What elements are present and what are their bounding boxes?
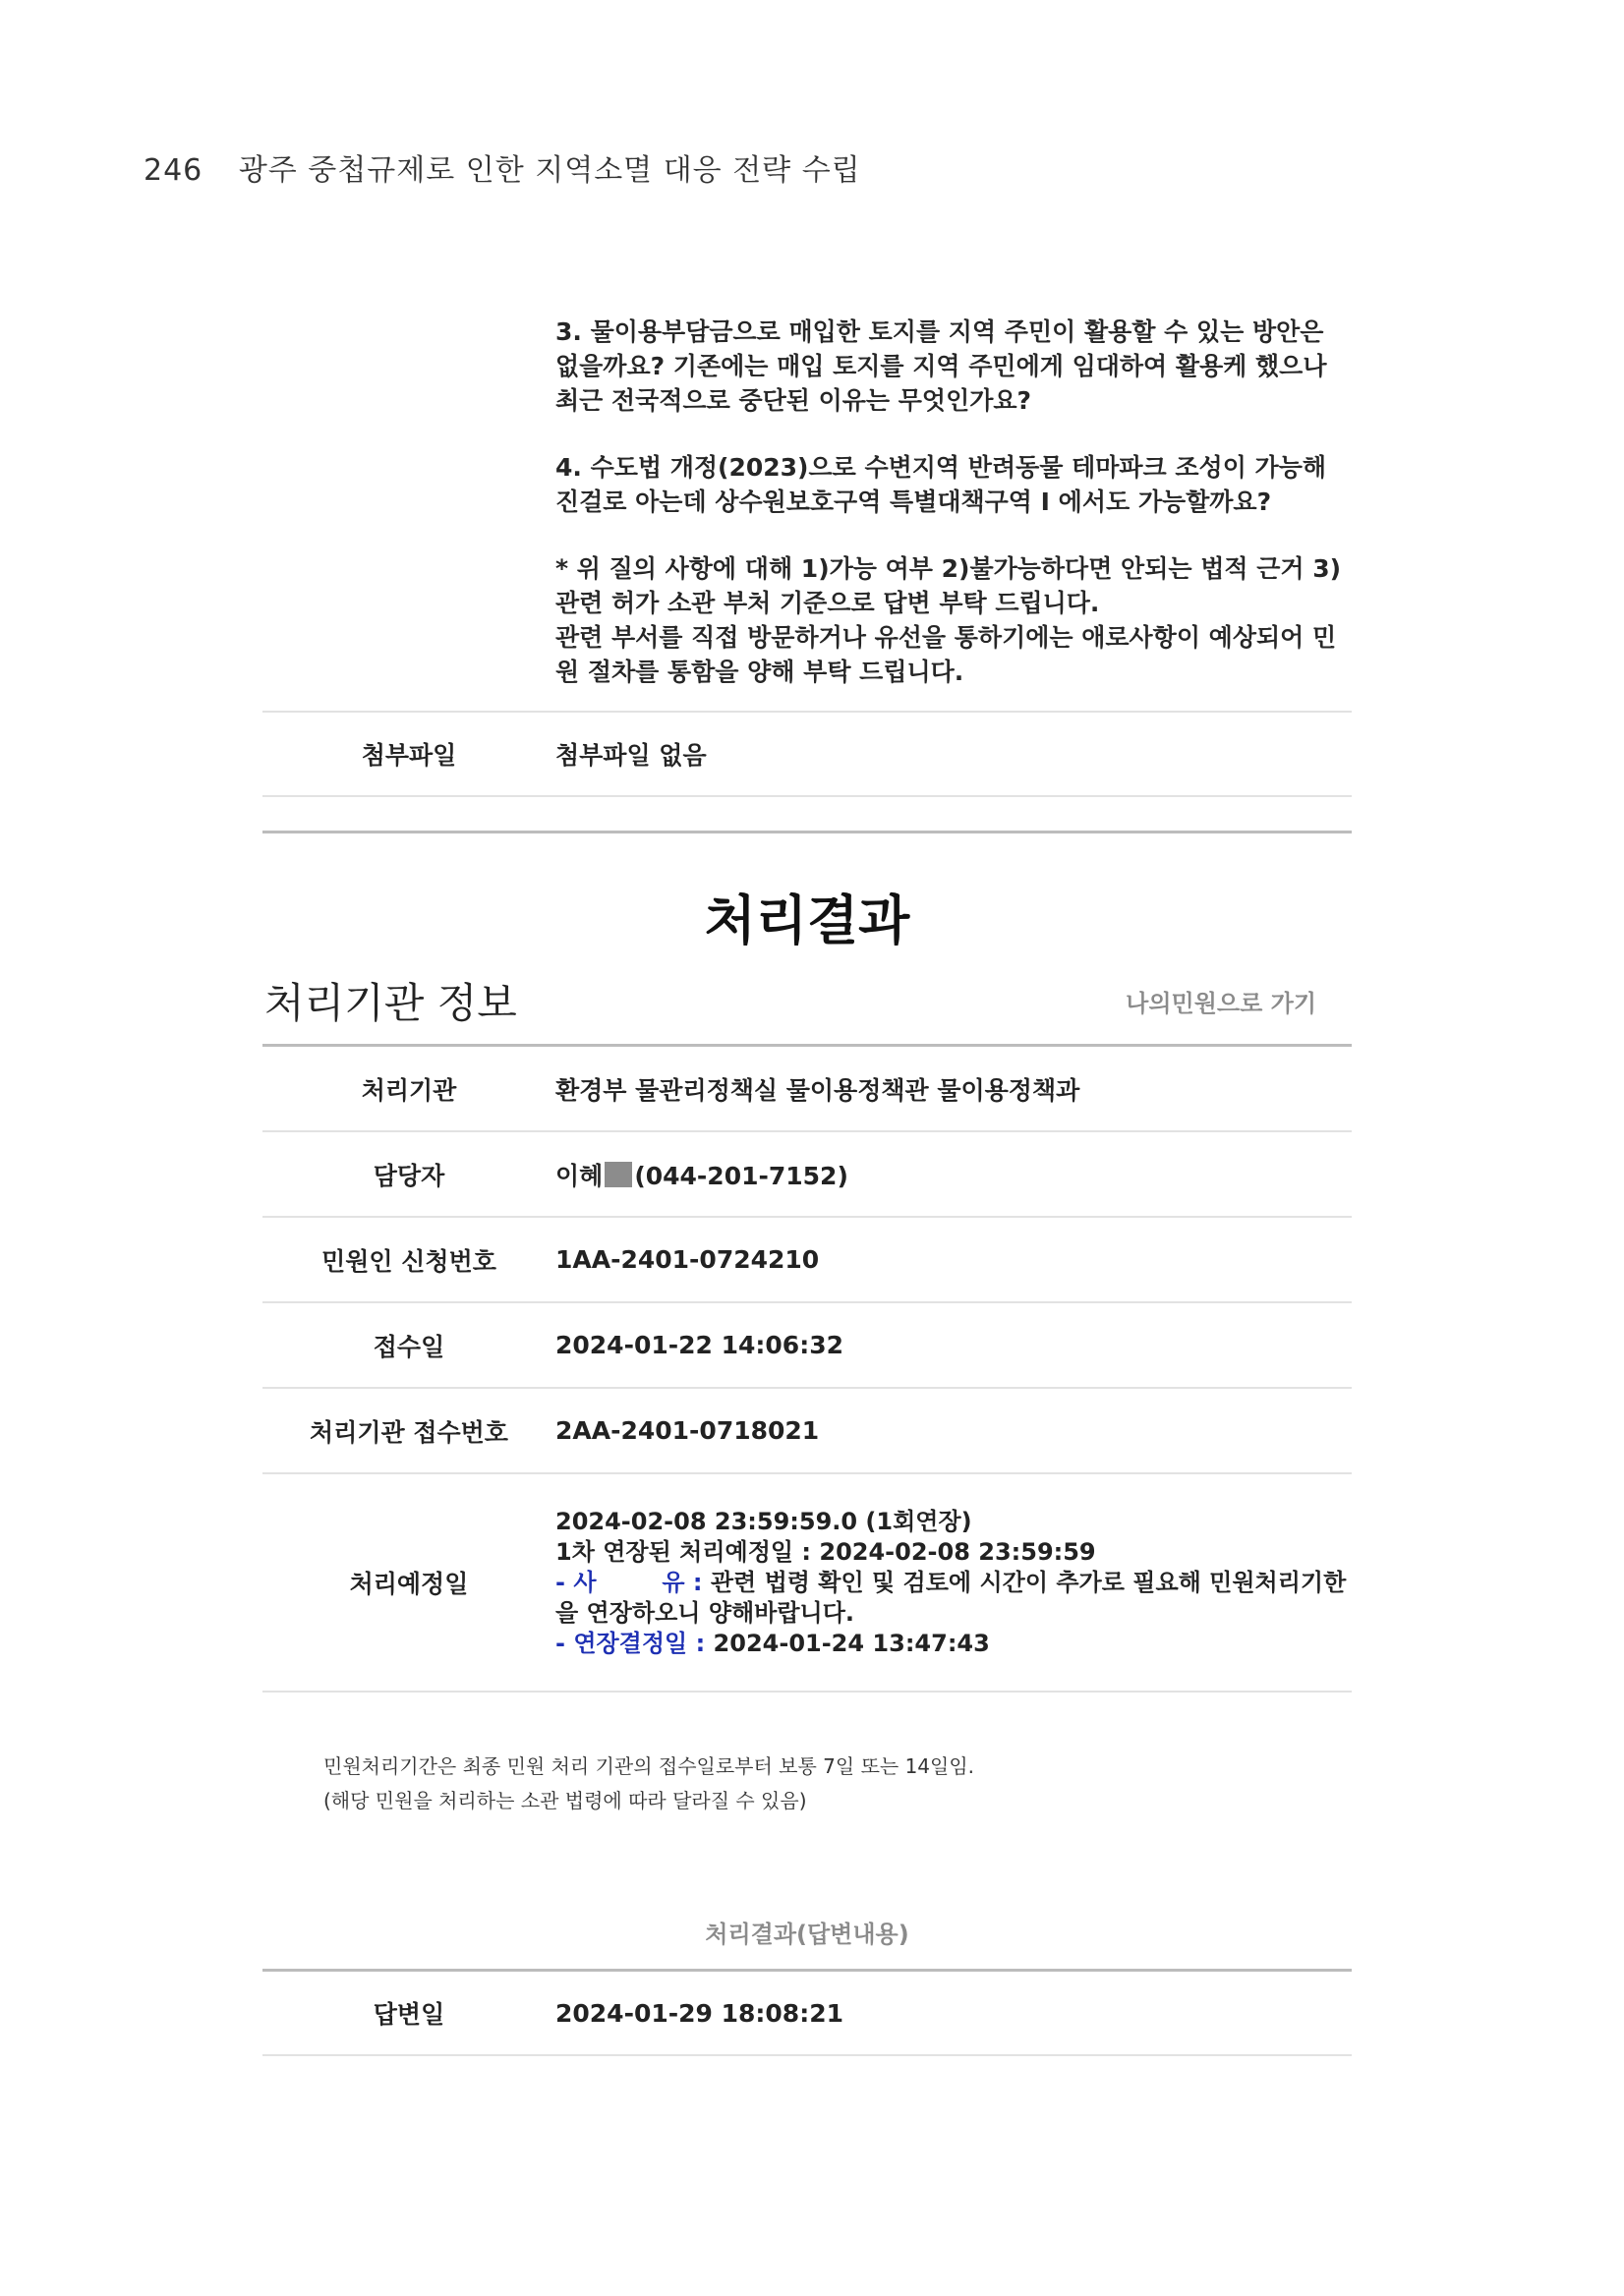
extension-reason-label: - 사 유 : — [555, 1568, 703, 1596]
running-title: 광주 중첩규제로 인한 지역소멸 대응 전략 수립 — [238, 153, 861, 188]
agency-receipt-number-value: 2AA-2401-0718021 — [555, 1416, 820, 1445]
manager-label: 담당자 — [373, 1161, 445, 1190]
attachment-row — [262, 711, 1352, 797]
answer-date-value: 2024-01-29 18:08:21 — [555, 1998, 843, 2028]
my-complaints-link[interactable]: 나의민원으로 가기 — [1126, 990, 1316, 1017]
application-number-label: 민원인 신청번호 — [321, 1246, 496, 1276]
due-date-value — [555, 1507, 1352, 1659]
extension-reason-text: 관련 법령 확인 및 검토에 시간이 추가로 필요해 민원처리기한을 연장하오니 양해바랍니다. — [555, 1568, 1347, 1627]
received-date-value: 2024-01-22 14:06:32 — [555, 1331, 843, 1359]
manager-row — [262, 1132, 1352, 1218]
result-title: 처리결과 — [704, 890, 910, 951]
due-date-line: 2024-02-08 23:59:59.0 (1회연장) — [555, 1507, 972, 1535]
notice-line-2: (해당 민원을 처리하는 소관 법령에 따라 달라질 수 있음) — [323, 1789, 807, 1812]
manager-name: 이혜 — [555, 1161, 604, 1190]
question-4: 4. 수도법 개정(2023)으로 수변지역 반려동물 테마파크 조성이 가능해진걸로 아는데 상수원보호구역 특별대책구역 I 에서도 가능할까요? — [555, 453, 1327, 516]
answer-date-row — [262, 1972, 1352, 2056]
due-date-label: 처리예정일 — [349, 1570, 469, 1598]
extension-decision-label: - 연장결정일 : — [555, 1629, 706, 1657]
processing-period-notice — [323, 1750, 1352, 1818]
manager-value — [555, 1157, 1352, 1192]
agency-info-header — [262, 971, 1352, 1047]
question-block — [555, 315, 1342, 689]
page-number: 246 — [144, 153, 203, 188]
agency-receipt-number-row — [262, 1389, 1352, 1474]
received-date-label: 접수일 — [373, 1332, 445, 1361]
page-header — [144, 145, 861, 189]
extension-reason — [555, 1568, 1352, 1629]
agency-receipt-number-label: 처리기관 접수번호 — [310, 1417, 508, 1447]
agency-label: 처리기관 — [361, 1075, 457, 1105]
extension-decision-date: 2024-01-24 13:47:43 — [705, 1629, 990, 1657]
attachment-label: 첨부파일 — [361, 741, 457, 770]
agency-value: 환경부 물관리정책실 물이용정책관 물이용정책과 — [555, 1075, 1080, 1105]
extended-due-date-line: 1차 연장된 처리예정일 : 2024-02-08 23:59:59 — [555, 1537, 1096, 1566]
application-number-value: 1AA-2401-0724210 — [555, 1245, 820, 1274]
agency-row — [262, 1047, 1352, 1132]
complaint-content — [262, 315, 1352, 2056]
question-3: 3. 물이용부담금으로 매입한 토지를 지역 주민이 활용할 수 있는 방안은 없을까요? 기존에는 매입 토지를 지역 주민에게 임대하여 활용케 했으나 최근 전국적으로 중단된 이유는 무엇인가요? — [555, 317, 1327, 415]
redaction-block — [605, 1162, 632, 1187]
answer-date-label: 답변일 — [373, 2000, 445, 2029]
application-number-row — [262, 1218, 1352, 1303]
question-note: * 위 질의 사항에 대해 1)가능 여부 2)불가능하다면 안되는 법적 근거 3) 관련 허가 소관 부처 기준으로 답변 부탁 드립니다. 관련 부서를 직접 방문하거나 유선을 통하기에는 애로사항이 예상되어 민원 절차를 통함을 양해 부탁 드립니다. — [555, 554, 1342, 686]
manager-phone: (044-201-7152) — [634, 1161, 848, 1190]
extension-decision — [555, 1629, 1352, 1659]
agency-info-heading: 처리기관 정보 — [264, 979, 517, 1027]
answer-section-title: 처리결과(답변내용) — [705, 1921, 909, 1948]
section-divider — [262, 831, 1352, 833]
received-date-row — [262, 1303, 1352, 1389]
due-date-row — [262, 1474, 1352, 1693]
notice-line-1: 민원처리기간은 최종 민원 처리 기관의 접수일로부터 보통 7일 또는 14일임. — [323, 1754, 975, 1778]
attachment-value: 첨부파일 없음 — [555, 741, 707, 770]
